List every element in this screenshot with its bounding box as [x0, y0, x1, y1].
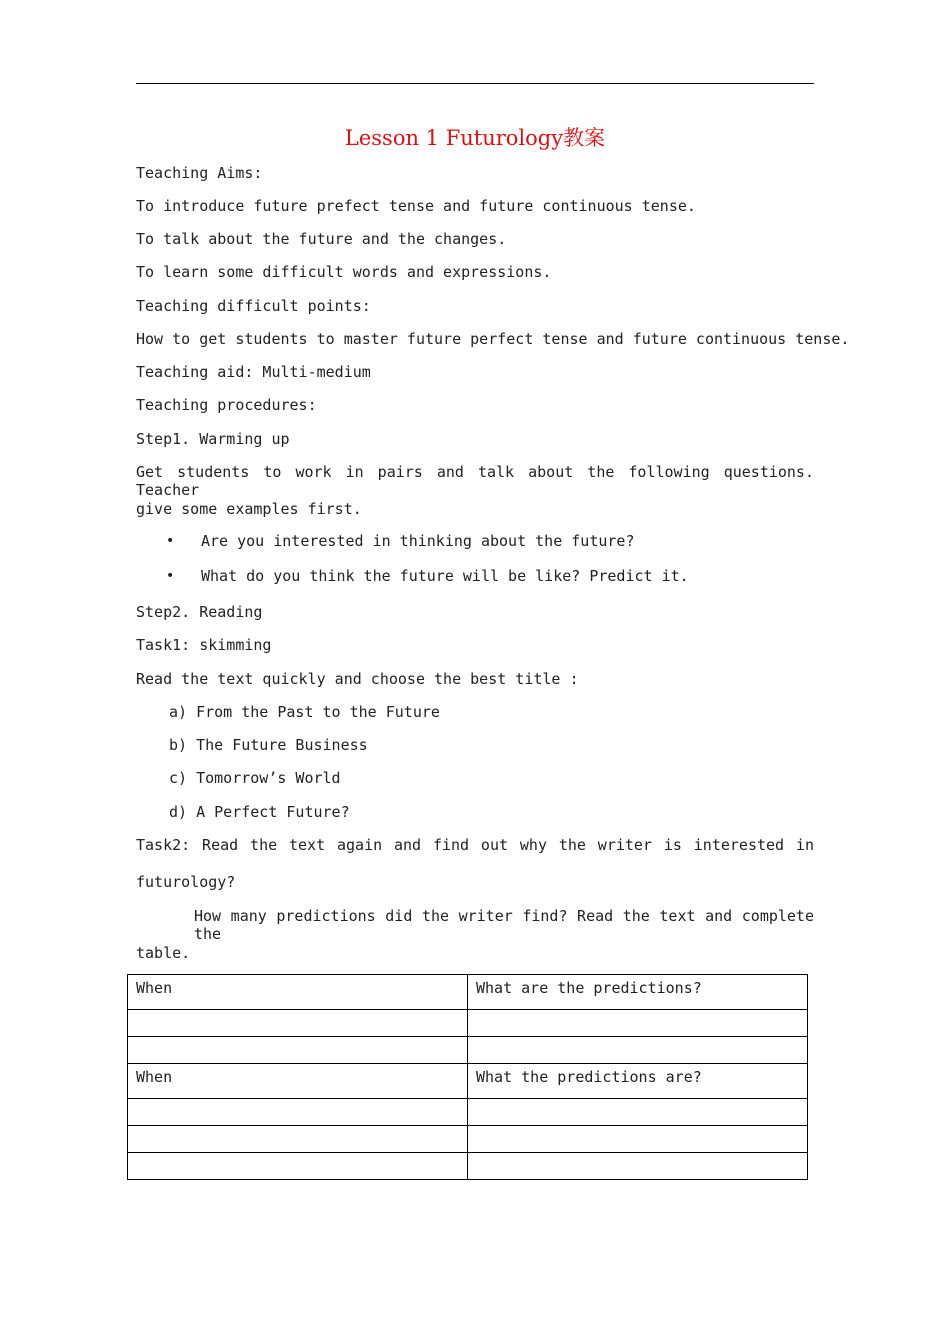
table-header-row — [128, 1064, 808, 1099]
table-row — [128, 1153, 808, 1180]
task1-heading: Task1: skimming — [136, 636, 272, 654]
table-cell[interactable] — [128, 1010, 468, 1037]
aim-item: To learn some difficult words and expressions. — [136, 263, 552, 281]
table-row — [128, 1037, 808, 1064]
table-row — [128, 1010, 808, 1037]
aim-item: To talk about the future and the changes. — [136, 230, 507, 248]
table-cell[interactable] — [468, 1153, 808, 1180]
table-row — [128, 1126, 808, 1153]
table-cell[interactable] — [468, 1037, 808, 1064]
table-header-cell: When — [128, 1064, 468, 1099]
table-row — [128, 1099, 808, 1126]
bullet-icon: • — [166, 533, 175, 549]
table-header-cell: What are the predictions? — [468, 975, 808, 1010]
table-cell[interactable] — [128, 1126, 468, 1153]
teaching-aid: Teaching aid: Multi-medium — [136, 363, 371, 381]
header-rule — [136, 83, 814, 84]
difficult-points-text: How to get students to master future perfect tense and future continuous tense. — [136, 330, 850, 348]
step1-heading: Step1. Warming up — [136, 430, 290, 448]
table-cell[interactable] — [128, 1099, 468, 1126]
table-cell[interactable] — [468, 1126, 808, 1153]
table-instruction-line1: How many predictions did the writer find? Read the text and complete the — [194, 907, 814, 943]
table-instruction-line2: table. — [136, 944, 191, 962]
task1-instruction: Read the text quickly and choose the best title : — [136, 670, 579, 688]
document-title: Lesson 1 Futurology教案 — [344, 126, 606, 150]
aim-item: To introduce future prefect tense and future continuous tense. — [136, 197, 696, 215]
warmup-question: What do you think the future will be like? Predict it. — [201, 567, 689, 585]
title-option: c) Tomorrow’s World — [169, 769, 341, 787]
table-cell[interactable] — [468, 1099, 808, 1126]
aims-heading: Teaching Aims: — [136, 164, 263, 182]
table-header-cell: What the predictions are? — [468, 1064, 808, 1099]
predictions-table — [127, 974, 808, 1180]
title-option: d) A Perfect Future? — [169, 803, 350, 821]
table-header-row — [128, 975, 808, 1010]
title-option: a) From the Past to the Future — [169, 703, 440, 721]
task2-line1: Task2: Read the text again and find out why the writer is interested in — [136, 836, 814, 854]
table-header-cell: When — [128, 975, 468, 1010]
bullet-icon: • — [166, 568, 175, 584]
step2-heading: Step2. Reading — [136, 603, 263, 621]
table-cell[interactable] — [128, 1037, 468, 1064]
step1-intro-line1: Get students to work in pairs and talk about the following questions. Teacher — [136, 463, 814, 499]
table-cell[interactable] — [128, 1153, 468, 1180]
procedures-heading: Teaching procedures: — [136, 396, 317, 414]
warmup-question: Are you interested in thinking about the future? — [201, 532, 635, 550]
table-cell[interactable] — [468, 1010, 808, 1037]
task2-line2: futurology? — [136, 873, 236, 891]
step1-intro-line2: give some examples first. — [136, 500, 362, 518]
title-option: b) The Future Business — [169, 736, 368, 754]
difficult-points-heading: Teaching difficult points: — [136, 297, 371, 315]
